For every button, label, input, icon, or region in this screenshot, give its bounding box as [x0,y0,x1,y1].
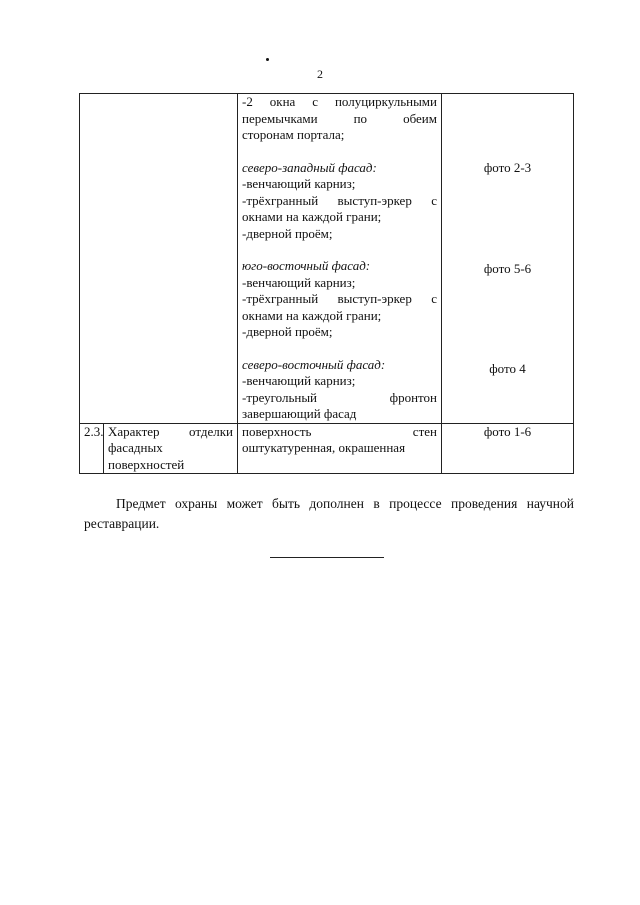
facade-heading: юго-восточный фасад: [242,258,371,273]
text-line: -венчающий карниз; [242,176,356,191]
text-line: -венчающий карниз; [242,373,356,388]
text-line: сторонам портала; [242,127,345,142]
row-number: 2.3. [80,423,104,474]
text-line: -венчающий карниз; [242,274,356,290]
table-row [80,423,574,474]
text-line: перемычками по обеим [242,110,437,126]
description-cell [238,94,442,424]
text-line: -треугольный фронтон [242,389,437,405]
facade-block-northwest [242,160,437,243]
text-line: -трёхгранный выступ-эркер с [242,291,437,306]
row-description [238,423,442,474]
protection-subject-table [79,93,574,474]
portal-windows-block [242,94,437,144]
text-line: оштукатуренная, окрашенная [242,440,406,455]
facade-block-southeast [242,258,437,341]
text-line: -дверной проём; [242,225,333,241]
text-line: -дверной проём; [242,324,333,339]
text-line: Характер отделки [108,423,233,439]
text-line: окнами на каждой грани; [242,209,382,224]
table-row [80,94,574,424]
empty-cell [80,94,238,424]
facade-heading: северо-восточный фасад: [242,356,386,372]
text-line: окнами на каждой грани; [242,307,382,323]
closing-note: Предмет охраны может быть дополнен в процессе проведения научной реставрации. [84,496,574,531]
text-line: завершающий фасад [242,406,357,421]
text-line: поверхность стен [242,423,437,439]
scan-dot [266,58,269,61]
photo-reference: фото 1-6 [442,423,574,474]
facade-heading: северо-западный фасад: [242,159,377,175]
text-line: -2 окна с полуциркульными [242,94,437,109]
photo-reference: фото 2-3 [483,160,532,175]
facade-block-northeast [242,357,437,423]
row-name [104,423,238,474]
text-line: -трёхгранный выступ-эркер с [242,192,437,208]
photo-reference: фото 5-6 [483,260,532,276]
photo-cell [442,94,574,424]
photo-reference: фото 4 [489,361,526,376]
page-number: 2 [317,67,323,81]
text-line: фасадных [108,440,163,455]
closing-rule [270,557,384,558]
text-line: поверхностей [108,456,185,472]
